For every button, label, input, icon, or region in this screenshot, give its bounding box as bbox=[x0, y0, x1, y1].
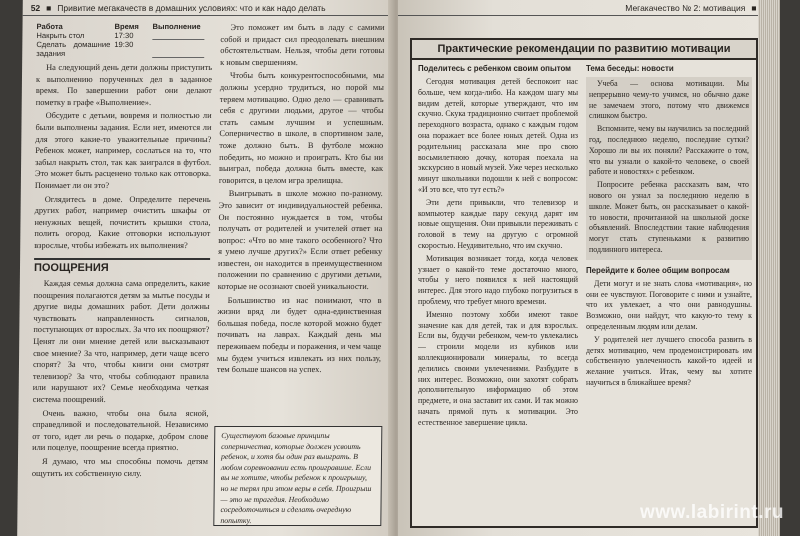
right-page bbox=[398, 0, 780, 536]
paragraph: Сегодня мотивация детей беспокоит нас больше, чем когда-либо. На каждом шагу мы видим детей, которые утверждают, что им скучно. Скука традиционно считает проблемой переходного возраста, однако с каждым годом она поражает все более юных детей. Одна из родительниц рассказала мне про свою восьмилетнюю дочку, которая поехала на экскурсию в новый музей. Уже через несколько минут школьники подошли к ней с вопросом: «И это все, что тут есть?» bbox=[418, 77, 578, 194]
chores-schedule bbox=[36, 22, 204, 58]
panel-column-2 bbox=[586, 62, 752, 391]
paragraph: Вспомните, чему вы научились за последний год, последнюю неделю, последние сутки? Хорошо ли вы их поняли? Расскажите о том, что вы узнали о какой-то человеке, о своей работе и новостях» с ребенком. bbox=[589, 124, 749, 177]
paragraph: У родителей нет лучшего способа развить в детях мотивацию, чем продемонстрировать им собственную увлеченность какой-то идеей и желание учиться. Итак, чему вы хотите научиться в ближайшее время? bbox=[586, 334, 752, 387]
paragraph: Именно поэтому хобби имеют такое значение как для детей, так и для взрослых. Если вы, будучи ребенком, чем-то увлекались — строили модели из кубиков или коллекционировали минералы, то всегда делились своими увлечениями. Разбудите в них интерес. Возможно, они захотят собрать дополнительную информацию об этом предмете, и она заставит их сами. И так можно начать прямой путь к мотивации. Это естественное завершение цикла. bbox=[418, 309, 578, 427]
paragraph: Обсудите с детьми, вовремя и полностью ли были выполнены задания. Если нет, имеются ли для этого какие-то уважительные причины? Ребенок может, например, сослаться на то, что забыл накрыть стол, так как заигрался в футбол. Это может быть расценено только как отговорка. Понимает ли он это? bbox=[34, 111, 212, 190]
subheading: Поделитесь с ребенком своим опытом bbox=[418, 64, 572, 73]
schedule-done-line bbox=[152, 40, 204, 58]
schedule-header-done: Выполнение bbox=[152, 22, 201, 31]
schedule-done-line bbox=[152, 31, 204, 40]
paragraph: Учеба — основа мотивации. Мы непрерывно чему-то учимся, но обычно даже не замечаем этого, потому что движемся слишком быстро. bbox=[589, 79, 749, 121]
paragraph: Я думаю, что мы способны помочь детям ощутить их собственную силу. bbox=[31, 457, 209, 478]
schedule-header-time: Время bbox=[114, 22, 139, 31]
paragraph: Большинство из нас понимают, что в жизни вряд ли будет одна-единственная большая победа, после которой можно будет почивать на лаврах. Каждый день мы переживаем победы и поражения, и чем чаще мы будем учиться извлекать из них пользу, тем больше шансов на успех. bbox=[216, 295, 382, 375]
paragraph: Эти дети привыкли, что телевизор и компьютер каждые пару секунд дарят им новые ощущения. Они привыкли переживать с головой в тему на другую с огромной скоростью. Неудивительно, что им скучно. bbox=[418, 197, 578, 250]
page-edge bbox=[758, 0, 780, 536]
paragraph: Очень важно, чтобы она была ясной, справедливой и последовательной. Независимо от того, идет ли речь о подарке, добром слове или поцелуе, поощрение всегда приятно. bbox=[32, 408, 209, 453]
paragraph: Каждая семья должна сама определить, какие поощрения полагаются детям за мытье посуды и другие виды домашних работ. Дети должны чувствовать направленность сигналов, поступающих от взрослых. За что их поощряют? Ценят ли они мнение детей или высказывают свое мнение? За что, например, дети чаще всего спорят? За что, чтобы книги они смотрят телевизор? За что, чтобы соблюдают правила или нарушают их? Семье необходима четкая система поощрений. bbox=[32, 279, 210, 405]
paragraph: На следующий день дети должны приступить к выполнению порученных дел в заданное время. По завершении работ они делают пометку в графе «Выполнение». bbox=[35, 63, 213, 107]
schedule-task: Накрыть стол bbox=[36, 31, 85, 40]
schedule-row bbox=[36, 40, 204, 58]
left-page-header bbox=[23, 0, 398, 16]
schedule-header-row bbox=[36, 22, 204, 31]
paragraph: Оглядитесь в доме. Определите перечень других работ, например очистить шкафы от ненужных вещей, почистить крышки стола, полить огород. Какие отговорки используют взрослые, чтобы избежать их выполнения? bbox=[34, 194, 211, 250]
paragraph: Это поможет им быть в ладу с самими собой и придаст сил преодолевать внешним обстоятельствам. Нельзя, чтобы дети готовы к новым свершениям. bbox=[220, 23, 385, 67]
left-column-2 bbox=[217, 22, 385, 378]
header-bullet-icon: ■ bbox=[751, 2, 757, 13]
subheading: Перейдите к более общим вопросам bbox=[586, 265, 730, 275]
schedule-row bbox=[36, 31, 204, 40]
right-page-header bbox=[398, 0, 780, 16]
paragraph: Попросите ребенка рассказать вам, что нового он узнал за последнюю неделю в школе. Может быть, он рассказывает о какой-то новости, прочитанной на школьной доске объявлений. Впоследствии такие наблюдения могут стать ступеньками к развитию подлинного интереса. bbox=[589, 180, 749, 254]
schedule-header-task: Работа bbox=[36, 22, 63, 31]
subheading: Тема беседы: новости bbox=[586, 64, 674, 73]
panel-column-1 bbox=[418, 62, 578, 431]
paragraph: Мотивация возникает тогда, когда человек узнает о какой-то теме достаточно много, чтобы у него появился к ней настоящий интерес. Для этого надо глубоко погрузиться в проблему, что требует много времени. bbox=[418, 253, 578, 306]
shaded-block bbox=[586, 77, 752, 260]
schedule-time: 19:30 bbox=[114, 40, 134, 49]
left-page-number: 52 bbox=[30, 2, 41, 13]
left-header-title: Привитие мегакачеств в домашних условиях: что и как надо делать bbox=[57, 2, 326, 13]
left-page bbox=[17, 0, 398, 536]
left-column-1 bbox=[32, 22, 213, 481]
paragraph: Чтобы быть конкурентоспособными, мы должны усердно трудиться, но порой мы теряем мотивацию. Одно дело — сравнивать себя с другими людьми, другое — чтобы стать самым лучшим и успешным. Соперничество в школе, в спортивном зале, тоже должно быть. В футболе можно победить, но можно и проиграть. Кто бы ни выиграл, победа должна быть вместе, как говорится, в целом игра зрелищна. bbox=[218, 71, 385, 185]
watermark: www.labirint.ru bbox=[639, 502, 784, 523]
recommendations-panel bbox=[410, 38, 758, 528]
paragraph: Дети могут и не знать слова «мотивация», но они ее чувствуют. Поговорите с ними и узнайте, что их увлекает, а что они равнодушны. Возможно, они найдут, что какую-то тему к определенным людям или делам. bbox=[586, 278, 752, 331]
header-bullet-icon: ■ bbox=[46, 2, 52, 13]
section-heading: ПООЩРЕНИЯ bbox=[34, 258, 210, 275]
right-header-title: Мегакачество № 2: мотивация bbox=[625, 2, 746, 13]
schedule-time: 17:30 bbox=[114, 31, 134, 40]
paragraph: Выигрывать в школе можно по-разному. Это зависит от индивидуальностей ребенка. Он постоянно нуждается в том, чтобы получать от родителей и учителей ответ на вопрос: «Что во мне такого особенного? Что я умею лучше других?» Если ответ ребенку известен, он находится в преимущественном положении по сравнению с другими детьми, которые не осознают своей уникальности. bbox=[217, 189, 383, 292]
panel-title: Практические рекомендации по развитию мотивации bbox=[412, 40, 756, 60]
schedule-task: Сделать домашние задания bbox=[36, 40, 111, 58]
sidebar-note-box: Существуют базовые принципы соперничества, которые должен усвоить ребенок, и хотя бы один раз выиграть. В любом соревновании есть проигравшие. Если вы не хотите, чтобы ребенок к проигрышу, но не терял при этом веры в себя. Проигрыш — это не трагедия. Необходимо сосредоточиться и сделать очередную попытку. bbox=[213, 426, 382, 526]
